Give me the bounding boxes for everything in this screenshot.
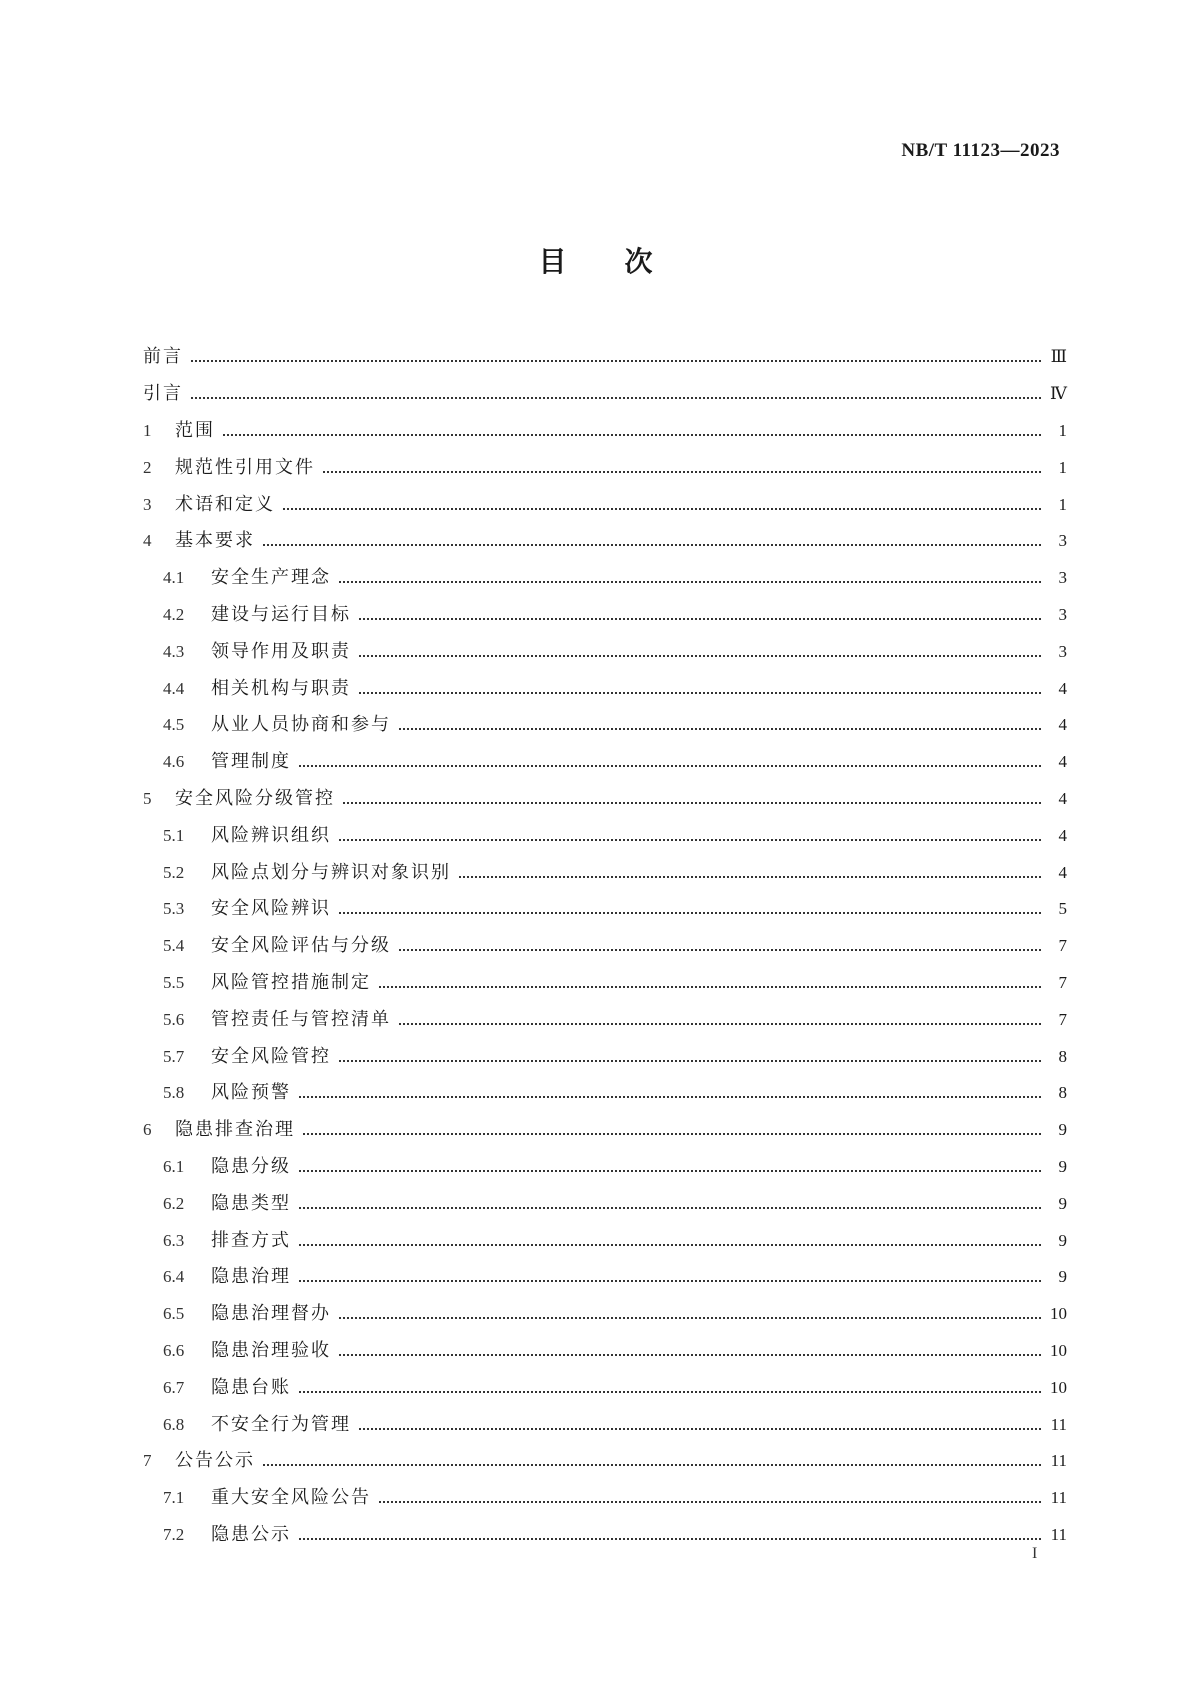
toc-entry-number: 6.7 bbox=[163, 1377, 185, 1397]
toc-entry-page: 1 bbox=[1058, 420, 1067, 440]
toc-entry[interactable] bbox=[143, 744, 1067, 781]
toc-entry[interactable] bbox=[143, 1038, 1067, 1075]
toc-entry-title: 相关机构与职责 bbox=[211, 677, 351, 699]
toc-leader-dots bbox=[339, 899, 1041, 919]
toc-entry-title: 安全风险辨识 bbox=[211, 898, 331, 920]
toc-entry-title: 隐患治理督办 bbox=[211, 1303, 331, 1325]
toc-entry-page: 11 bbox=[1050, 1414, 1067, 1434]
toc-leader-dots bbox=[359, 642, 1041, 662]
toc-leader-dots bbox=[299, 1083, 1041, 1103]
toc-leader-dots bbox=[303, 1120, 1041, 1140]
toc-entry-title: 领导作用及职责 bbox=[211, 640, 351, 662]
toc-entry-title: 管控责任与管控清单 bbox=[211, 1008, 391, 1030]
toc-leader-dots bbox=[299, 1157, 1041, 1177]
toc-entry[interactable] bbox=[143, 928, 1067, 965]
toc-entry[interactable] bbox=[143, 1185, 1067, 1222]
toc-entry-title: 安全风险评估与分级 bbox=[211, 935, 391, 957]
toc-leader-dots bbox=[399, 715, 1041, 735]
toc-entry-page: 11 bbox=[1050, 1451, 1067, 1471]
toc-entry[interactable] bbox=[143, 1517, 1067, 1554]
toc-leader-dots bbox=[299, 752, 1041, 772]
toc-entry[interactable] bbox=[143, 817, 1067, 854]
toc-entry-number: 7.1 bbox=[163, 1488, 185, 1508]
toc-entry-page: 9 bbox=[1058, 1156, 1067, 1176]
toc-entry-page: Ⅲ bbox=[1050, 347, 1067, 367]
toc-entry-title: 不安全行为管理 bbox=[211, 1413, 351, 1435]
toc-entry-number: 6.3 bbox=[163, 1230, 185, 1250]
toc-entry-number: 5 bbox=[143, 788, 152, 808]
toc-entry-title: 风险管控措施制定 bbox=[211, 971, 371, 993]
toc-entry-title: 隐患公示 bbox=[211, 1523, 291, 1545]
toc-entry[interactable] bbox=[143, 376, 1067, 413]
toc-entry-page: 9 bbox=[1058, 1267, 1067, 1287]
page-title bbox=[0, 240, 1191, 280]
toc-entry-page: 7 bbox=[1058, 972, 1067, 992]
toc-entry[interactable] bbox=[143, 560, 1067, 597]
toc-entry[interactable] bbox=[143, 965, 1067, 1002]
toc-entry-page: 3 bbox=[1058, 641, 1067, 661]
toc-leader-dots bbox=[399, 1010, 1041, 1030]
toc-entry[interactable] bbox=[143, 633, 1067, 670]
toc-entry[interactable] bbox=[143, 670, 1067, 707]
toc-entry-page: 3 bbox=[1058, 531, 1067, 551]
toc-entry-title: 术语和定义 bbox=[175, 493, 275, 515]
toc-entry-page: 8 bbox=[1058, 1046, 1067, 1066]
toc-entry-number: 5.3 bbox=[163, 899, 185, 919]
toc-entry-title: 重大安全风险公告 bbox=[211, 1487, 371, 1509]
toc-entry-number: 4.6 bbox=[163, 752, 185, 772]
toc-entry-page: 10 bbox=[1050, 1340, 1067, 1360]
toc-entry-number: 6.6 bbox=[163, 1340, 185, 1360]
toc-entry-number: 5.8 bbox=[163, 1083, 185, 1103]
toc-entry-page: 3 bbox=[1058, 604, 1067, 624]
toc-entry-title: 范围 bbox=[175, 419, 215, 441]
toc-entry-page: 11 bbox=[1050, 1488, 1067, 1508]
toc-entry[interactable] bbox=[143, 1259, 1067, 1296]
toc-entry[interactable] bbox=[143, 1001, 1067, 1038]
toc-entry-title: 隐患分级 bbox=[211, 1155, 291, 1177]
toc-leader-dots bbox=[299, 1194, 1041, 1214]
toc-entry[interactable] bbox=[143, 413, 1067, 450]
toc-entry-title: 隐患台账 bbox=[211, 1376, 291, 1398]
toc-entry-number: 6.4 bbox=[163, 1267, 185, 1287]
toc-entry-number: 4.5 bbox=[163, 715, 185, 735]
toc-entry-page: 7 bbox=[1058, 1009, 1067, 1029]
toc-entry-title: 建设与运行目标 bbox=[211, 603, 351, 625]
toc-leader-dots bbox=[379, 1488, 1041, 1508]
toc-entry-number: 1 bbox=[143, 420, 152, 440]
page-title-char-1: 目 bbox=[538, 245, 567, 278]
toc-entry-page: 5 bbox=[1058, 899, 1067, 919]
toc-entry-title: 从业人员协商和参与 bbox=[211, 714, 391, 736]
toc-entry-number: 5.2 bbox=[163, 862, 185, 882]
toc-entry-number: 5.6 bbox=[163, 1009, 185, 1029]
toc-entry-number: 6 bbox=[143, 1120, 152, 1140]
toc-entry-page: 4 bbox=[1058, 715, 1067, 735]
toc-entry-title: 隐患治理验收 bbox=[211, 1339, 331, 1361]
toc-entry[interactable] bbox=[143, 891, 1067, 928]
toc-entry-number: 6.8 bbox=[163, 1414, 185, 1434]
toc-entry[interactable] bbox=[143, 1480, 1067, 1517]
toc-entry-number: 4.1 bbox=[163, 568, 185, 588]
toc-leader-dots bbox=[359, 605, 1041, 625]
toc-leader-dots bbox=[339, 826, 1041, 846]
toc-entry-page: 1 bbox=[1058, 494, 1067, 514]
standard-code: NB/T 11123—2023 bbox=[901, 140, 1060, 161]
toc-entry-page: 4 bbox=[1058, 825, 1067, 845]
toc-entry[interactable] bbox=[143, 523, 1067, 560]
toc-leader-dots bbox=[343, 789, 1041, 809]
toc-leader-dots bbox=[359, 1415, 1041, 1435]
toc-entry-title: 基本要求 bbox=[175, 530, 255, 552]
toc-leader-dots bbox=[339, 1047, 1041, 1067]
toc-leader-dots bbox=[379, 973, 1041, 993]
toc-leader-dots bbox=[299, 1231, 1041, 1251]
toc-entry-number: 5.7 bbox=[163, 1046, 185, 1066]
toc-entry[interactable] bbox=[143, 486, 1067, 523]
toc-entry[interactable] bbox=[143, 854, 1067, 891]
toc-leader-dots bbox=[223, 421, 1041, 441]
toc-entry-page: 1 bbox=[1058, 457, 1067, 477]
toc-entry-page: 11 bbox=[1050, 1524, 1067, 1544]
toc-entry[interactable] bbox=[143, 1369, 1067, 1406]
toc-entry[interactable] bbox=[143, 1222, 1067, 1259]
toc-entry-page: 4 bbox=[1058, 678, 1067, 698]
toc-entry-page: Ⅳ bbox=[1050, 384, 1067, 404]
toc-leader-dots bbox=[399, 936, 1041, 956]
table-of-contents bbox=[143, 339, 1067, 1553]
toc-entry-title: 隐患类型 bbox=[211, 1192, 291, 1214]
toc-entry-number: 4.2 bbox=[163, 604, 185, 624]
toc-entry[interactable] bbox=[143, 1149, 1067, 1186]
toc-entry-number: 7 bbox=[143, 1451, 152, 1471]
toc-leader-dots bbox=[191, 347, 1041, 367]
toc-entry-page: 4 bbox=[1058, 752, 1067, 772]
toc-entry-title: 风险点划分与辨识对象识别 bbox=[211, 861, 451, 883]
toc-entry-page: 10 bbox=[1050, 1377, 1067, 1397]
toc-entry-number: 6.1 bbox=[163, 1156, 185, 1176]
toc-entry[interactable] bbox=[143, 597, 1067, 634]
toc-leader-dots bbox=[299, 1267, 1041, 1287]
toc-entry[interactable] bbox=[143, 339, 1067, 376]
toc-entry-title: 风险预警 bbox=[211, 1082, 291, 1104]
toc-entry-title: 公告公示 bbox=[175, 1450, 255, 1472]
page-number: I bbox=[1032, 1545, 1038, 1562]
toc-entry-page: 8 bbox=[1058, 1083, 1067, 1103]
toc-leader-dots bbox=[299, 1525, 1041, 1545]
toc-leader-dots bbox=[299, 1378, 1041, 1398]
toc-entry-title: 规范性引用文件 bbox=[175, 456, 315, 478]
toc-entry-title: 引言 bbox=[143, 383, 183, 405]
toc-leader-dots bbox=[459, 863, 1041, 883]
toc-entry-page: 9 bbox=[1058, 1230, 1067, 1250]
toc-entry[interactable] bbox=[143, 1112, 1067, 1149]
toc-entry[interactable] bbox=[143, 1443, 1067, 1480]
toc-entry[interactable] bbox=[143, 781, 1067, 818]
toc-leader-dots bbox=[263, 531, 1041, 551]
toc-entry-number: 6.2 bbox=[163, 1193, 185, 1213]
toc-entry-number: 5.4 bbox=[163, 936, 185, 956]
toc-entry-title: 排查方式 bbox=[211, 1229, 291, 1251]
toc-entry-number: 3 bbox=[143, 494, 152, 514]
toc-entry[interactable] bbox=[143, 449, 1067, 486]
toc-leader-dots bbox=[191, 384, 1041, 404]
toc-entry-page: 9 bbox=[1058, 1120, 1067, 1140]
toc-entry-number: 4 bbox=[143, 531, 152, 551]
toc-entry-number: 4.4 bbox=[163, 678, 185, 698]
toc-entry-number: 6.5 bbox=[163, 1304, 185, 1324]
toc-entry[interactable] bbox=[143, 1406, 1067, 1443]
toc-leader-dots bbox=[263, 1451, 1041, 1471]
toc-entry-title: 风险辨识组织 bbox=[211, 824, 331, 846]
toc-entry-page: 4 bbox=[1058, 788, 1067, 808]
toc-entry-page: 7 bbox=[1058, 936, 1067, 956]
toc-leader-dots bbox=[359, 679, 1041, 699]
toc-leader-dots bbox=[339, 1304, 1041, 1324]
toc-entry-page: 4 bbox=[1058, 862, 1067, 882]
toc-entry-number: 4.3 bbox=[163, 641, 185, 661]
toc-entry-title: 安全风险分级管控 bbox=[175, 787, 335, 809]
toc-entry-title: 安全风险管控 bbox=[211, 1045, 331, 1067]
toc-entry-page: 10 bbox=[1050, 1304, 1067, 1324]
toc-entry-number: 7.2 bbox=[163, 1524, 185, 1544]
toc-entry-number: 5.5 bbox=[163, 972, 185, 992]
toc-entry-page: 9 bbox=[1058, 1193, 1067, 1213]
toc-entry-title: 管理制度 bbox=[211, 751, 291, 773]
toc-leader-dots bbox=[323, 458, 1041, 478]
page-title-char-2: 次 bbox=[624, 245, 653, 278]
toc-entry-number: 5.1 bbox=[163, 825, 185, 845]
toc-entry[interactable] bbox=[143, 707, 1067, 744]
toc-entry-title: 安全生产理念 bbox=[211, 567, 331, 589]
toc-entry-title: 隐患治理 bbox=[211, 1266, 291, 1288]
toc-leader-dots bbox=[339, 1341, 1041, 1361]
toc-entry[interactable] bbox=[143, 1333, 1067, 1370]
toc-leader-dots bbox=[283, 495, 1041, 515]
toc-entry-title: 隐患排查治理 bbox=[175, 1119, 295, 1141]
toc-entry-number: 2 bbox=[143, 457, 152, 477]
toc-leader-dots bbox=[339, 568, 1041, 588]
toc-entry[interactable] bbox=[143, 1075, 1067, 1112]
toc-entry-page: 3 bbox=[1058, 568, 1067, 588]
toc-entry[interactable] bbox=[143, 1296, 1067, 1333]
toc-entry-title: 前言 bbox=[143, 346, 183, 368]
